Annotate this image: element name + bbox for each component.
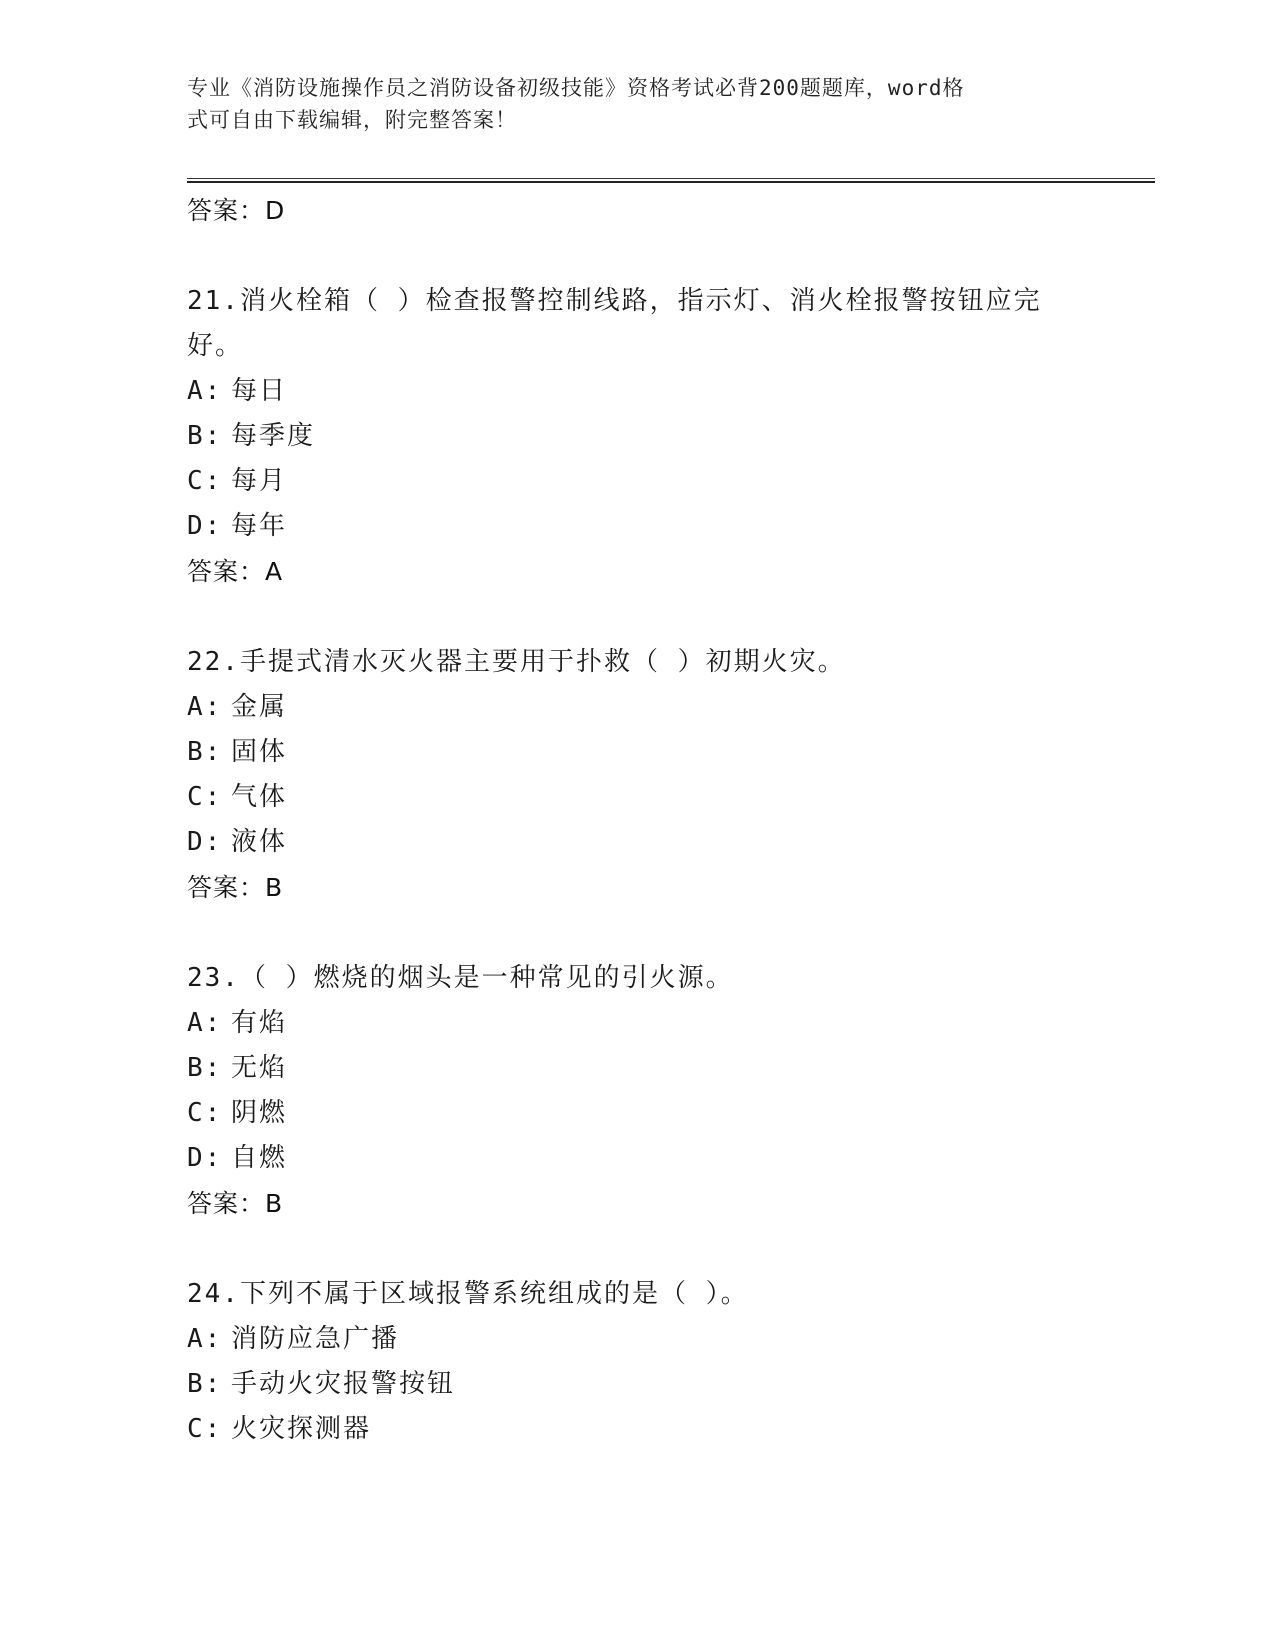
option-a (187, 369, 1087, 414)
option-text: 液体 (231, 827, 288, 857)
option-letter: D: (187, 1143, 223, 1173)
option-d (187, 820, 1087, 865)
option-b (187, 1362, 1087, 1407)
option-b (187, 414, 1087, 459)
header-divider-thin (187, 178, 1155, 179)
answer-line: 答案：B (187, 873, 284, 902)
option-d (187, 1136, 1087, 1181)
option-b (187, 1046, 1087, 1091)
question-24 (187, 1272, 1087, 1452)
option-letter: C: (187, 1098, 223, 1128)
option-letter: A: (187, 1008, 223, 1038)
option-text: 自燃 (231, 1143, 288, 1173)
question-list (187, 188, 1087, 1452)
header-divider-thick (187, 181, 1155, 183)
option-c (187, 775, 1087, 820)
spacer (187, 1227, 1087, 1272)
option-text: 固体 (231, 737, 288, 767)
question-stem: 23.（ ）燃烧的烟头是一种常见的引火源。 (187, 963, 734, 993)
question-stem: 22.手提式清水灭火器主要用于扑救（ ）初期火灾。 (187, 647, 846, 677)
option-letter: D: (187, 827, 223, 857)
answer-line: 答案：A (187, 557, 284, 586)
question-stem: 24.下列不属于区域报警系统组成的是（ ）。 (187, 1279, 749, 1309)
option-text: 每年 (231, 511, 288, 541)
option-letter: D: (187, 511, 223, 541)
header-title-line-1: 专业《消防设施操作员之消防设备初级技能》资格考试必背200题题库，word格 (187, 76, 965, 100)
question-21 (187, 279, 1087, 595)
question-22 (187, 640, 1087, 911)
option-c (187, 1091, 1087, 1136)
question-23 (187, 956, 1087, 1227)
option-text: 金属 (231, 692, 288, 722)
spacer (187, 234, 1087, 279)
option-letter: B: (187, 421, 223, 451)
option-text: 气体 (231, 782, 288, 812)
header-title-line-2: 式可自由下载编辑，附完整答案！ (187, 108, 517, 132)
option-text: 消防应急广播 (231, 1324, 400, 1354)
answer-line: 答案：B (187, 1189, 284, 1218)
option-text: 手动火灾报警按钮 (231, 1369, 456, 1399)
option-a (187, 1001, 1087, 1046)
option-letter: A: (187, 692, 223, 722)
document-header (187, 72, 1077, 136)
option-b (187, 730, 1087, 775)
option-c (187, 459, 1087, 504)
option-letter: B: (187, 737, 223, 767)
option-letter: A: (187, 1324, 223, 1354)
option-letter: C: (187, 466, 223, 496)
option-letter: A: (187, 376, 223, 406)
option-d (187, 504, 1087, 549)
option-text: 每日 (231, 376, 288, 406)
option-letter: C: (187, 782, 223, 812)
option-text: 火灾探测器 (231, 1414, 372, 1444)
answer-line-20: 答案：D (187, 196, 286, 225)
question-stem: 21.消火栓箱（ ）检查报警控制线路，指示灯、消火栓报警按钮应完 (187, 286, 1042, 316)
option-text: 无焰 (231, 1053, 288, 1083)
option-a (187, 685, 1087, 730)
option-letter: C: (187, 1414, 223, 1444)
option-text: 有焰 (231, 1008, 288, 1038)
spacer (187, 595, 1087, 640)
option-a (187, 1317, 1087, 1362)
option-text: 每月 (231, 466, 288, 496)
option-c (187, 1407, 1087, 1452)
option-text: 每季度 (231, 421, 316, 451)
option-letter: B: (187, 1053, 223, 1083)
spacer (187, 911, 1087, 956)
question-stem-continued: 好。 (187, 331, 244, 361)
option-letter: B: (187, 1369, 223, 1399)
option-text: 阴燃 (231, 1098, 288, 1128)
